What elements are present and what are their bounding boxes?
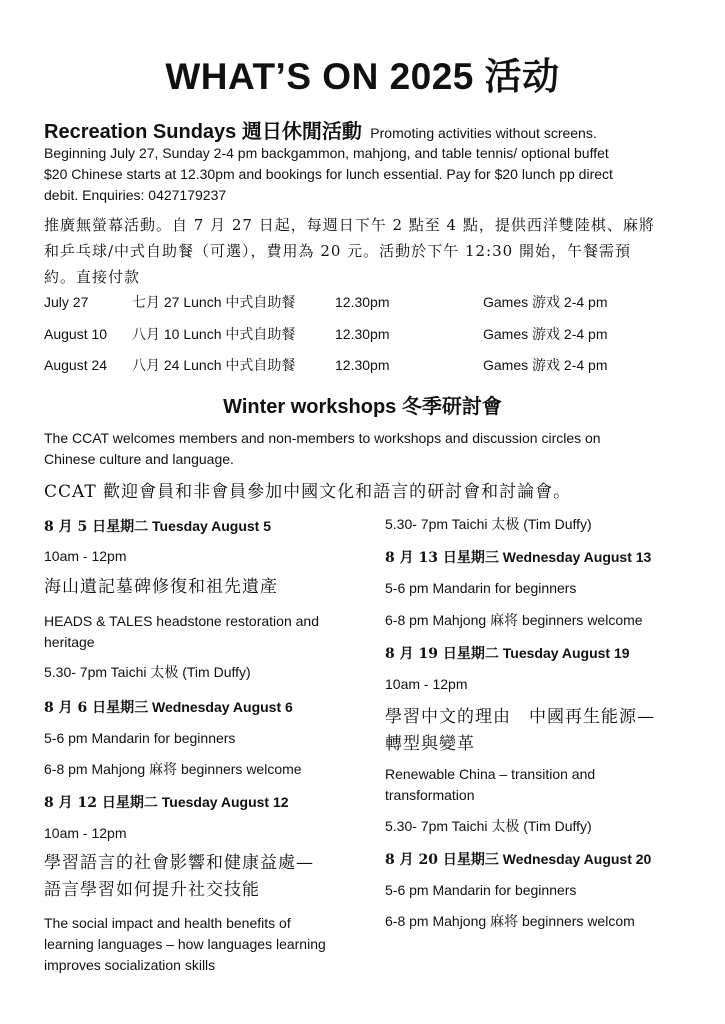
date-heading [385, 643, 630, 663]
workshops-intro-zh: CCAT 歡迎會員和非會員參加中國文化和語言的研討會和討論會。 [44, 482, 572, 502]
schedule-time: 12.30pm [335, 326, 390, 342]
workshops-intro-en-2: Chinese culture and language. [44, 451, 234, 467]
recreation-para-zh-3: 約。直接付款 [44, 268, 141, 286]
date-heading-en: Wednesday August 6 [152, 699, 293, 715]
date-heading-zh: 8 月 20 日星期三 [385, 852, 499, 868]
date-heading-en: Tuesday August 12 [161, 794, 289, 810]
taichi-session: 5.30- 7pm Taichi 太极 (Tim Duffy) [44, 664, 251, 680]
schedule-date: August 10 [44, 326, 108, 342]
recreation-heading: Recreation Sundays 週日休閒活動 [44, 121, 362, 143]
date-heading-en: Wednesday August 20 [502, 851, 652, 867]
schedule-time: 12.30pm [335, 294, 390, 310]
topic-zh: 學習語言的社會影響和健康益處— [44, 853, 314, 873]
date-heading [44, 516, 271, 536]
workshops-intro-en-1: The CCAT welcomes members and non-members to workshops and discussion circles on [44, 430, 601, 446]
session-time: 10am - 12pm [385, 676, 468, 692]
schedule-date: July 27 [44, 294, 89, 310]
taichi-session: 5.30- 7pm Taichi 太极 (Tim Duffy) [385, 516, 592, 532]
date-heading-en: Wednesday August 13 [502, 549, 652, 565]
date-heading [44, 697, 293, 717]
mandarin-session: 5-6 pm Mandarin for beginners [44, 730, 236, 746]
date-heading [44, 792, 289, 812]
topic-zh: 語言學習如何提升社交技能 [44, 880, 260, 900]
workshops-heading: Winter workshops 冬季研討會 [223, 396, 502, 418]
topic-zh: 海山遺記墓碑修復和祖先遺產 [44, 577, 278, 597]
page-title: WHAT’S ON 2025 活动 [165, 56, 560, 97]
date-heading [385, 849, 651, 869]
session-time: 10am - 12pm [44, 548, 127, 564]
date-heading-en: Tuesday August 19 [502, 645, 630, 661]
taichi-session: 5.30- 7pm Taichi 太极 (Tim Duffy) [385, 818, 592, 834]
session-time: 10am - 12pm [44, 825, 127, 841]
mahjong-session: 6-8 pm Mahjong 麻将 beginners welcome [44, 761, 302, 777]
date-heading-zh: 8 月 6 日星期三 [44, 700, 149, 716]
recreation-heading-row [44, 115, 597, 144]
recreation-para-en-2: $20 Chinese starts at 12.30pm and bookings for lunch essential. Pay for $20 lunch pp direct [44, 166, 613, 182]
date-heading-zh: 8 月 12 日星期二 [44, 795, 158, 811]
schedule-games: Games 游戏 2-4 pm [483, 357, 608, 373]
mahjong-session: 6-8 pm Mahjong 麻将 beginners welcome [385, 612, 643, 628]
topic-en: Renewable China – transition and transformation [385, 766, 596, 803]
schedule-lunch: 八月 24 Lunch 中式自助餐 [132, 357, 296, 373]
schedule-games: Games 游戏 2-4 pm [483, 326, 608, 342]
recreation-tagline: Promoting activities without screens. [370, 125, 597, 141]
date-heading-zh: 8 月 13 日星期三 [385, 550, 499, 566]
date-heading-zh: 8 月 19 日星期二 [385, 646, 499, 662]
date-heading [385, 547, 651, 567]
date-heading-zh: 8 月 5 日星期二 [44, 519, 149, 535]
topic-zh: 轉型與變革 [385, 734, 475, 754]
mandarin-session: 5-6 pm Mandarin for beginners [385, 882, 577, 898]
recreation-para-zh-2: 和乒乓球/中式自助餐（可選），費用為 20 元。活動於下午 12:30 開始，午餐需預 [44, 242, 631, 260]
schedule-games: Games 游戏 2-4 pm [483, 294, 608, 310]
mandarin-session: 5-6 pm Mandarin for beginners [385, 580, 577, 596]
recreation-para-en-1: Beginning July 27, Sunday 2-4 pm backgammon, mahjong, and table tennis/ optional buffet [44, 145, 609, 161]
mahjong-session: 6-8 pm Mahjong 麻将 beginners welcom [385, 913, 635, 929]
topic-zh: 學習中文的理由 中國再生能源— [385, 707, 655, 727]
recreation-para-en-3: debit. Enquiries: 0427179237 [44, 187, 227, 203]
topic-en: The social impact and health benefits of learning languages – how languages learning improves socialization skills [44, 915, 326, 973]
date-heading-en: Tuesday August 5 [152, 518, 272, 534]
topic-en: HEADS & TALES headstone restoration and heritage [44, 613, 319, 650]
schedule-lunch: 八月 10 Lunch 中式自助餐 [132, 326, 296, 342]
recreation-para-zh-1: 推廣無螢幕活動。自 7 月 27 日起，每週日下午 2 點至 4 點，提供西洋雙陸棋、麻將 [44, 216, 655, 234]
schedule-time: 12.30pm [335, 357, 390, 373]
schedule-date: August 24 [44, 357, 108, 373]
schedule-lunch: 七月 27 Lunch 中式自助餐 [132, 294, 296, 310]
